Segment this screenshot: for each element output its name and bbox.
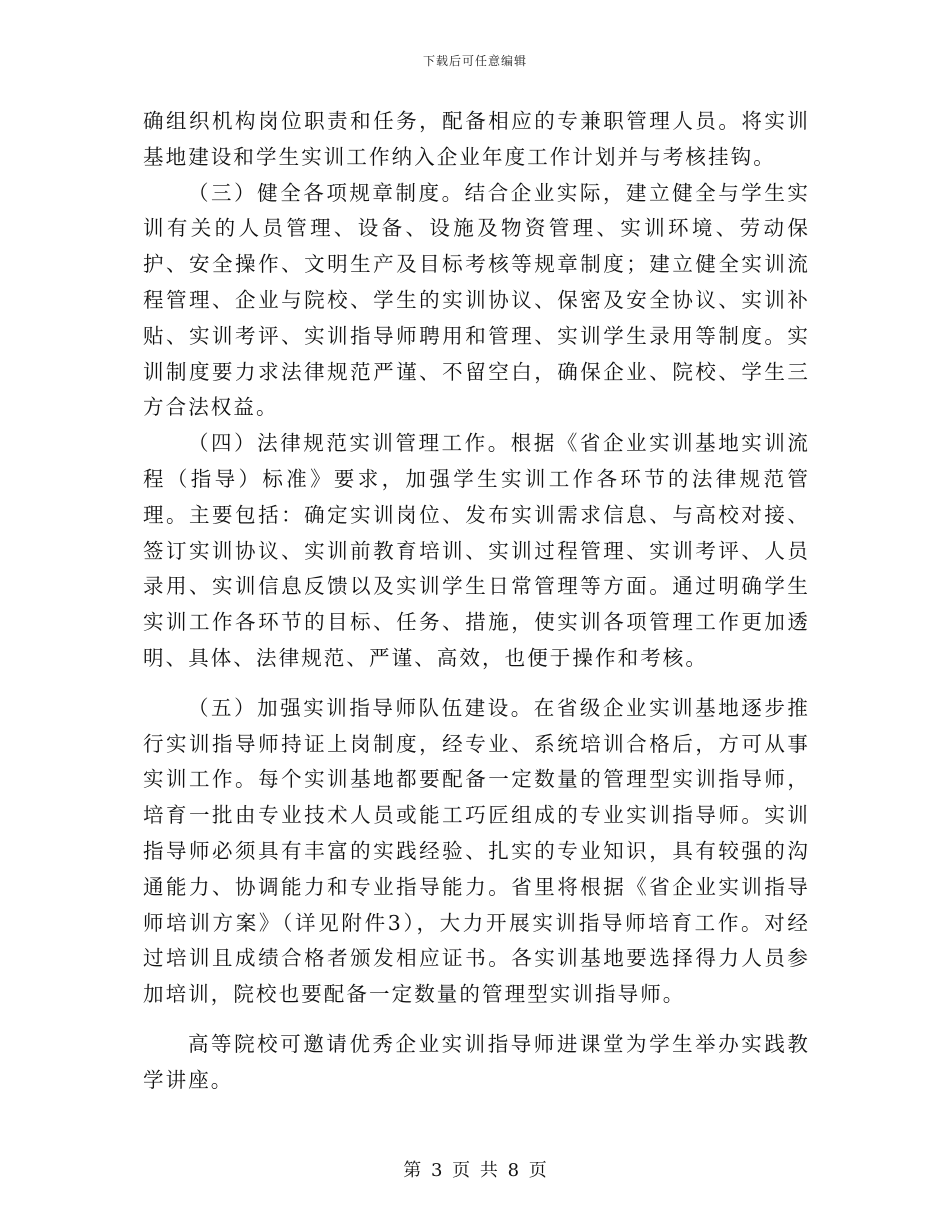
paragraph-continuation: 确组织机构岗位职责和任务，配备相应的专兼职管理人员。将实训基地建设和学生实训工作纳入企业年度工作计划并与考核挂钩。 bbox=[143, 109, 810, 169]
paragraph-closing: 高等院校可邀请优秀企业实训指导师进课堂为学生举办实践教学讲座。 bbox=[143, 1031, 810, 1092]
paragraph-section-3: （三）健全各项规章制度。结合企业实际，建立健全与学生实训有关的人员管理、设备、设施及物资管理、实训环境、劳动保护、安全操作、文明生产及目标考核等规章制度；建立健全实训流程管理、企业与院校、学生的实训协议、保密及安全协议、实训补贴、实训考评、实训指导师聘用和管理、实训学生录用等制度。实训制度要力求法律规范严谨、不留空白，确保企业、院校、学生三方合法权益。 bbox=[143, 180, 810, 420]
document-body bbox=[143, 104, 810, 1099]
paragraph-section-4: （四）法律规范实训管理工作。根据《省企业实训基地实训流程（指导）标准》要求，加强学生实训工作各环节的法律规范管理。主要包括：确定实训岗位、发布实训需求信息、与高校对接、签订实训协议、实训前教育培训、实训过程管理、实训考评、人员录用、实训信息反馈以及实训学生日常管理等方面。通过明确学生实训工作各环节的目标、任务、措施，使实训各项管理工作更加透明、具体、法律规范、严谨、高效，也便于操作和考核。 bbox=[143, 431, 810, 670]
paragraph-section-5: （五）加强实训指导师队伍建设。在省级企业实训基地逐步推行实训指导师持证上岗制度，经专业、系统培训合格后，方可从事实训工作。每个实训基地都要配备一定数量的管理型实训指导师，培育一批由专业技术人员或能工巧匠组成的专业实训指导师。实训指导师必须具有丰富的实践经验、扎实的专业知识，具有较强的沟通能力、协调能力和专业指导能力。省里将根据《省企业实训指导师培训方案》（详见附件3），大力开展实训指导师培育工作。对经过培训且成绩合格者颁发相应证书。各实训基地要选择得力人员参加培训，院校也要配备一定数量的管理型实训指导师。 bbox=[143, 695, 810, 1007]
header-note: 下载后可任意编辑 bbox=[422, 54, 527, 68]
page-number-footer: 第 3 页 共 8 页 bbox=[403, 1160, 547, 1181]
